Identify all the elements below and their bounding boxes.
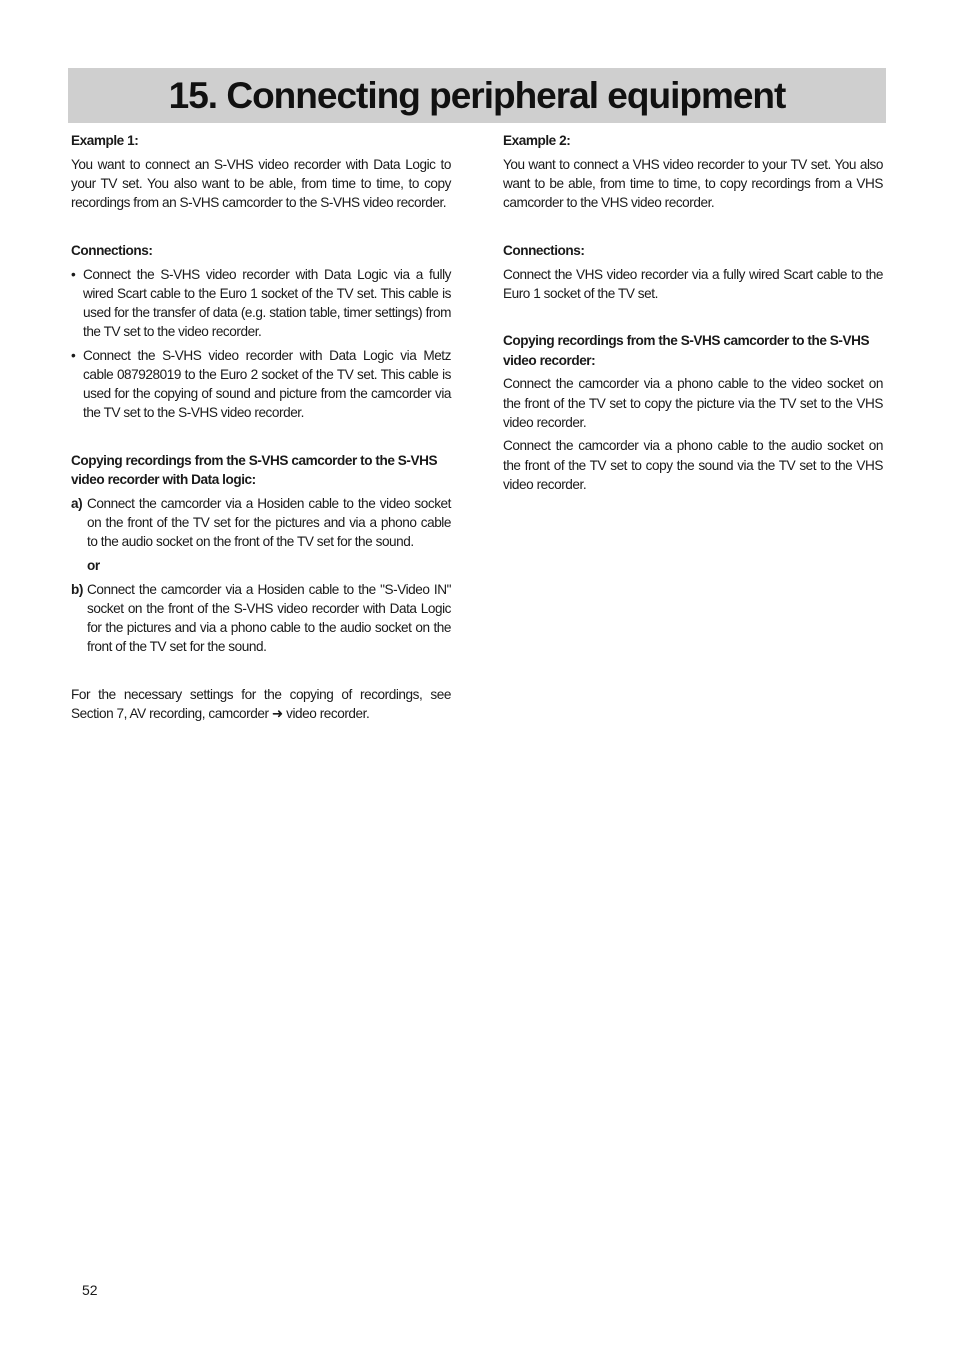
bullet-text: Connect the S-VHS video recorder with Data Logic via Metz cable 087928019 to the Euro 2 socket of the TV set. This cable is used for the copying of sound and picture from the camcorder via the TV set to the S-VHS video recorder. <box>83 347 451 421</box>
or-separator: or <box>87 558 100 574</box>
example-2-text: You want to connect a VHS video recorder to your TV set. You also want to be able, from time to time, to copy recordings from a VHS camcorder to the VHS video recorder. <box>503 156 883 211</box>
example-1-heading: Example 1: <box>71 133 139 148</box>
copy-text-video: Connect the camcorder via a phono cable to the video socket on the front of the TV set to copy the picture via the TV set to the VHS video recorder. <box>503 376 883 430</box>
connections-heading-right: Connections: <box>503 242 585 258</box>
settings-note <box>71 685 451 723</box>
page-title-bar <box>68 68 886 123</box>
list-item-a <box>71 494 451 552</box>
list-item-b <box>71 580 451 657</box>
copy-text-audio: Connect the camcorder via a phono cable to the audio socket on the front of the TV set to copy the sound via the TV set to the VHS video recorder. <box>503 438 883 492</box>
item-label: a) <box>71 496 83 512</box>
list-item <box>71 346 451 423</box>
right-column <box>503 131 883 499</box>
bullet-text: Connect the S-VHS video recorder with Data Logic via a fully wired Scart cable to the Euro 1 socket of the TV set. This cable is used for the transfer of data (e.g. station table, timer settings) from the TV set to the video recorder. <box>83 266 451 340</box>
left-column <box>71 131 451 728</box>
page-title: 15. Connecting peripheral equipment <box>168 74 786 116</box>
connections-heading-left: Connections: <box>71 242 153 258</box>
example-2-heading: Example 2: <box>503 133 571 148</box>
item-label: b) <box>71 581 83 597</box>
settings-note-text: For the necessary settings for the copying of recordings, see Section 7, AV recording, camcorder <box>71 687 451 722</box>
bullet-mark: • <box>71 266 76 282</box>
page-number: 52 <box>82 1282 98 1298</box>
item-text: Connect the camcorder via a Hosiden cable to the video socket on the front of the TV set for the pictures and via a phono cable to the audio socket on the front of the TV set for the sound. <box>87 496 451 550</box>
list-item <box>71 265 451 342</box>
copy-heading-right: Copying recordings from the S-VHS camcorder to the S-VHS video recorder: <box>503 333 870 368</box>
example-1-text: You want to connect an S-VHS video recorder with Data Logic to your TV set. You also want to be able, from time to time, to copy recordings from an S-VHS camcorder to the S-VHS video recorder. <box>71 156 451 211</box>
settings-note-end: video recorder. <box>286 706 370 722</box>
connections-text-right: Connect the VHS video recorder via a fully wired Scart cable to the Euro 1 socket of the TV set. <box>503 266 883 301</box>
bullet-mark: • <box>71 347 76 363</box>
arrow-right-icon: ➜ <box>271 706 283 722</box>
copy-heading-left: Copying recordings from the S-VHS camcorder to the S-VHS video recorder with Data logic: <box>71 453 438 488</box>
item-text: Connect the camcorder via a Hosiden cable to the "S-Video IN" socket on the front of the S-VHS video recorder with Data Logic for the pictures and via a phono cable to the audio socket on the front of the TV set for the sound. <box>87 581 451 655</box>
